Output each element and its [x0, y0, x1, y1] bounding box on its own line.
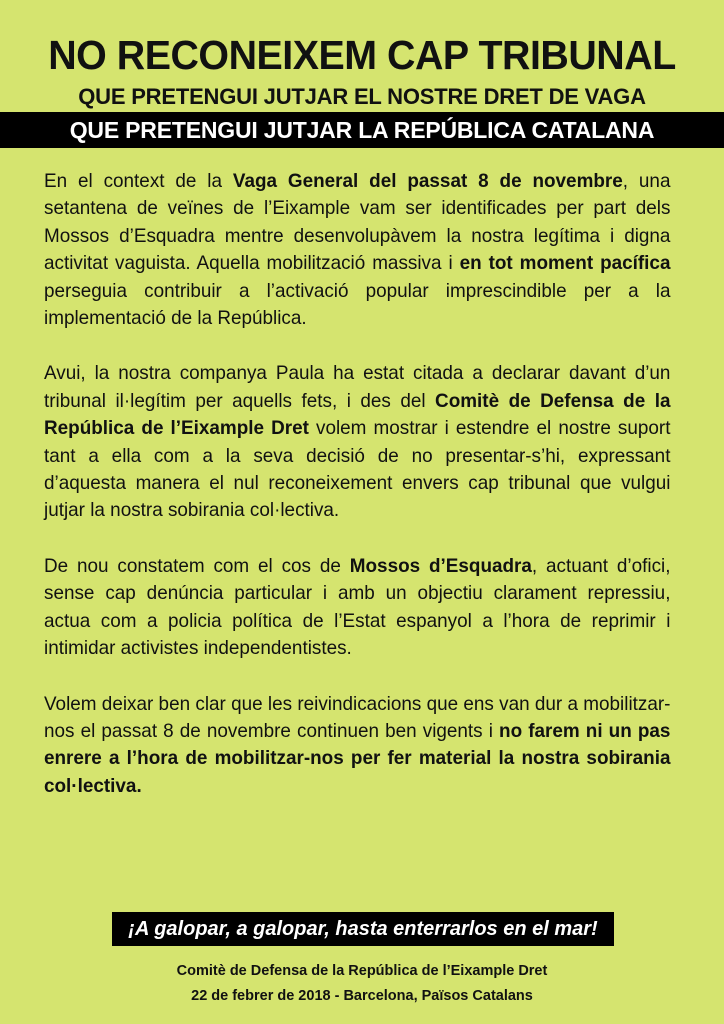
p4-text-1: Volem deixar ben clar que les reivindicacions que ens van dur a mobilitzar-nos el passat 8 de novembre continuen ben vigents i — [44, 693, 671, 742]
p2-text-1: Avui, la nostra companya Paula ha estat citada a declarar davant d’un tribunal il·legítim per aquells fets, i des del — [44, 363, 671, 412]
subtitle: QUE PRETENGUI JUTJAR EL NOSTRE DRET DE VAGA — [78, 84, 646, 109]
p2-text-2: volem mostrar i estendre el nostre suport tant a ella com a la seva decisió de no presentar-s’hi, expressant d’aquesta manera el nul reconeixement envers cap tribunal que vulgui jutjar la nostra sobirania col·lectiva. — [44, 418, 671, 522]
main-title: NO RECONEIXEM CAP TRIBUNAL — [48, 32, 676, 78]
p1-text-3: perseguia contribuir a l’activació popular imprescindible per a la implementació de la República. — [44, 280, 671, 330]
p2-bold-1: Comitè de Defensa de la República de l’Eixample Dret — [44, 390, 671, 440]
paragraph-1 — [44, 168, 670, 332]
p1-bold-1: Vaga General del passat 8 de novembre — [232, 171, 623, 192]
p1-bold-2: en tot moment pacífica — [459, 253, 671, 275]
signature-date-place: 22 de febrer de 2018 - Barcelona, Països Catalans — [191, 988, 533, 1004]
p1-text-1: En el context de la — [44, 171, 233, 192]
paragraph-3 — [44, 553, 670, 663]
p4-bold-1: no farem ni un pas enrere a l’hora de mobilitzar-nos per fer material la nostra sobirania col·lectiva. — [44, 720, 671, 797]
p3-bold-1: Mossos d’Esquadra — [349, 555, 532, 577]
paragraph-2 — [44, 360, 670, 524]
black-banner — [0, 112, 724, 148]
p3-text-1: De nou constatem com el cos de — [44, 555, 350, 577]
body-text — [44, 168, 670, 800]
p1-text-2: , una setantena de veïnes de l’Eixample vam ser identificades per part dels Mossos d’Esquadra mentre desenvolupàvem la nostra legítima i digna activitat vaguista. Aquella mobilització massiva i — [44, 171, 671, 275]
paragraph-4 — [44, 691, 670, 801]
signature-organization: Comitè de Defensa de la República de l’Eixample Dret — [176, 963, 548, 979]
slogan-banner: ¡A galopar, a galopar, hasta enterrarlos en el mar! — [112, 912, 614, 946]
banner-text: QUE PRETENGUI JUTJAR LA REPÚBLICA CATALANA — [69, 117, 655, 143]
p3-text-2: , actuant d’ofici, sense cap denúncia particular i amb un objectiu clarament repressiu, actua com a policia política de l’Estat espanyol a l’hora de reprimir i intimidar activistes independentistes. — [44, 555, 671, 660]
